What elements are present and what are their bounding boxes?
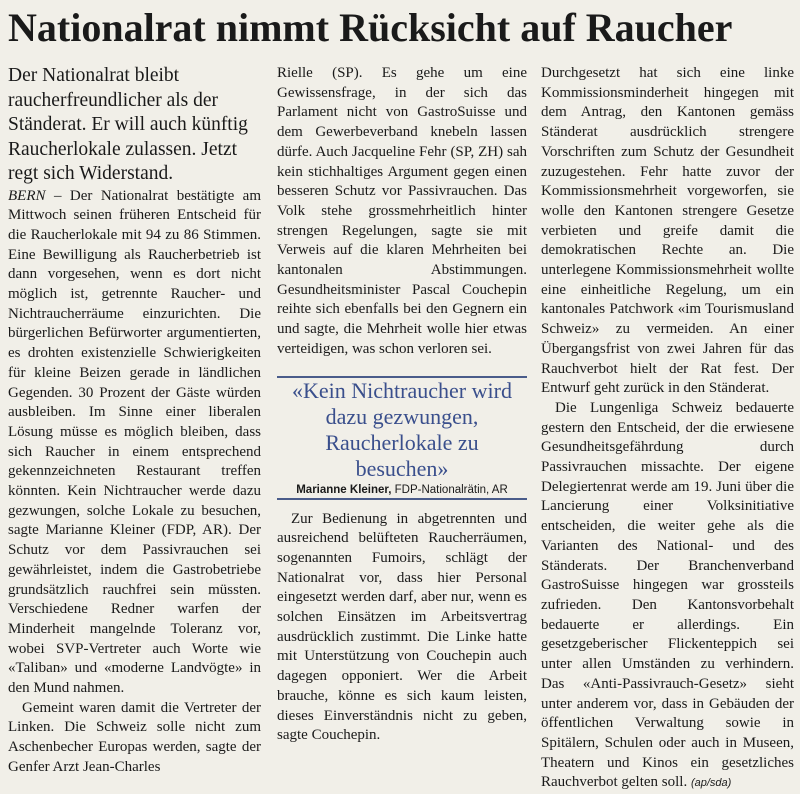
quote-author-role: FDP-Nationalrätin, AR bbox=[391, 483, 508, 496]
body-paragraph: Gemeint waren damit die Vertreter der Linken. Die Schweiz solle nicht zum Aschenbecher Europas werden, sagte der Genfer Arzt Jean-Charles bbox=[8, 699, 261, 775]
body-paragraph: Durchgesetzt hat sich eine linke Kommissionsminderheit hingegen mit dem Antrag, den Kantonen gemäss Ständerat ausdrücklich strengere Vorschriften zum Schutz der Gesundheit zuzugestehen. Fehr hatte zuvor der Kommissionsmehrheit vorgeworfen, sie wolle den Kantonen strengere Gesetze verbieten und greife damit die demokratischen Rechte an. Die unterlegene Kommissionsmehrheit wollte eine einheitliche Regelung, um ein kantonales Patchwork «im Tourismusland Schweiz» zu vermeiden. An einer Übergangsfrist von zwei Jahren für das Rauchverbot hielt der Rat fest. Der Entwurf geht zurück in den Ständerat. bbox=[541, 65, 794, 397]
body-paragraph: Rielle (SP). Es gehe um eine Gewissensfrage, in der sich das Parlament nicht von GastroSuisse und dem Gewerbeverband knebeln lassen dürfe. Auch Jacqueline Fehr (SP, ZH) sah kein stichhaltiges Argument gegen einen besseren Schutz vor Passivrauchen. Das Volk stehe grossmehrheitlich hinter strengen Regelungen, sagte sie mit Verweis auf die klaren Mehrheiten bei kantonalen Abstimmungen. Gesundheitsminister Pascal Couchepin reihte sich ebenfalls bei den Gegnern ein und sagte, die Mehrheit wolle hier etwas verteidigen, was schon verloren sei. bbox=[277, 65, 527, 357]
body-text: Die Lungenliga Schweiz bedauerte gestern den Entscheid, der die erwiesene Gesundheitsgefährdung durch Passivrauchen missachte. Der eigene Delegiertenrat werde am 19. Juni über die Lancierung einer Volksinitiative entscheiden, die weiter gehe als die Varianten des National- und des Ständerats. Der Branchenverband GastroSuisse hingegen war grossteils zufrieden. Den Kantonsvorbehalt bedauerte er allerdings. Ein gesetzgeberischer Flickenteppich sei unter allen Umständen zu verhindern. Das «Anti-Passivrauch-Gesetz» sieht unter anderem vor, dass in Gebäuden der öffentlichen Verwaltung sowie in Spitälern, Schulen oder auch in Museen, Theatern und Kinos ein gesetzliches Rauchverbot gelten soll. bbox=[541, 399, 794, 791]
dateline: BERN bbox=[8, 187, 46, 204]
column-3 bbox=[541, 64, 794, 794]
source-credit: (ap/sda) bbox=[690, 777, 732, 790]
quote-author: Marianne Kleiner, bbox=[296, 483, 392, 496]
pull-quote bbox=[277, 376, 527, 500]
column-2 bbox=[277, 64, 527, 746]
quote-bottom-rule bbox=[277, 498, 527, 500]
body-paragraph bbox=[8, 187, 261, 699]
pull-quote-attribution bbox=[277, 482, 527, 498]
body-text: – Der Nationalrat bestätigte am Mittwoch seinen früheren Entscheid für die Raucherlokale mit 94 zu 86 Stimmen. Eine Bewilligung als Raucherbetrieb ist dann vorgesehen, wenn es dort nicht möglich ist, getrennte Raucher- und Nichtraucherräume einzurichten. Die bürgerlichen Befürworter argumentierten, es drohten existenzielle Schwierigkeiten für kleine Beizen gerade in ländlichen Gegenden. 30 Prozent der Gäste würden ausbleiben. Im Sinne einer liberalen Lösung müsse es möglich bleiben, dass sich Raucher in einem entsprechend gekennzeichneten Restaurant treffen könnten. Kein Nichtraucher werde dazu gezwungen, solche Lokale zu besuchen, sagte Marianne Kleiner (FDP, AR). Der Schutz vor dem Passivrauchen sei gewährleistet, indem die Gastrobetriebe grundsätzlich rauchfrei sein müssten. Verschiedene Redner warfen der Minderheit mangelnde Toleranz vor, wobei SVP-Vertreter auch Worte wie «Taliban» und «moderne Landvögte» in den Mund nahmen. bbox=[8, 187, 261, 697]
lead-paragraph: Der Nationalrat bleibt raucherfreundlicher als der Ständerat. Er will auch künftig Raucherlokale zulassen. Jetzt regt sich Widerstand. bbox=[8, 65, 248, 184]
headline: Nationalrat nimmt Rücksicht auf Raucher bbox=[8, 5, 733, 50]
body-paragraph bbox=[541, 399, 794, 794]
pull-quote-text: «Kein Nichtraucher wird dazu gezwungen, Raucherlokale zu besuchen» bbox=[292, 377, 512, 481]
column-1 bbox=[8, 64, 261, 778]
body-paragraph: Zur Bedienung in abgetrennten und ausreichend belüfteten Raucherräumen, sogenannten Fumoirs, schlägt der Nationalrat vor, dass hier Personal eingesetzt werden darf, aber nur, wenn es solchen Einsätzen im Arbeitsvertrag ausdrücklich zustimmt. Die Linke hatte mit Unterstützung von Couchepin auch dagegen opponiert. Wer die Arbeit brauche, könne es sich kaum leisten, dieses Einverständnis nicht zu geben, sagte Couchepin. bbox=[277, 510, 527, 744]
